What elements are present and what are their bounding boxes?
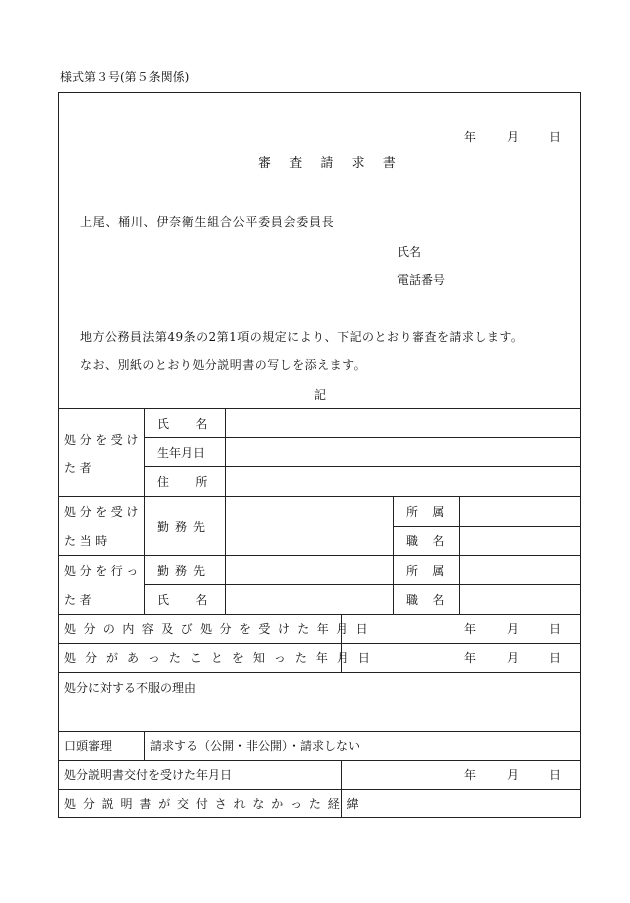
row-line — [58, 496, 581, 497]
row-known-label: 処分があったことを知った年月日 — [64, 651, 379, 665]
recipient-header-l2: た者 — [64, 461, 96, 475]
row-line — [58, 614, 581, 615]
actor-name-label: 氏名 — [157, 593, 234, 607]
table-top-line — [58, 408, 581, 409]
at-time-workplace-label: 勤務先 — [157, 520, 212, 534]
recipient-address-label: 住所 — [157, 475, 234, 489]
row-line — [58, 789, 581, 790]
form-frame — [58, 92, 581, 818]
at-time-position-label: 職名 — [406, 534, 459, 548]
row-content-month: 月 — [507, 622, 520, 636]
row-line — [58, 672, 581, 673]
row-known-day: 日 — [549, 651, 562, 665]
notice-month: 月 — [507, 768, 520, 782]
recipient-name-label: 氏名 — [157, 417, 234, 431]
row-line — [144, 584, 581, 585]
at-time-dept-label: 所属 — [406, 505, 459, 519]
actor-workplace-label: 勤務先 — [157, 564, 212, 578]
row-known-month: 月 — [507, 651, 520, 665]
at-time-header-l2: た当時 — [64, 534, 111, 548]
form-title: 審査請求書 — [258, 156, 415, 171]
recipient-dob-label: 生年月日 — [157, 446, 206, 460]
applicant-phone-label: 電話番号 — [397, 273, 446, 287]
row-line — [58, 643, 581, 644]
reason-label: 処分に対する不服の理由 — [64, 681, 197, 695]
actor-position-label: 職名 — [406, 593, 459, 607]
date-year: 年 — [464, 130, 477, 144]
notice-not-received-label: 処分説明書が交付されなかった経緯 — [64, 797, 366, 811]
date-day: 日 — [549, 130, 562, 144]
notice-year: 年 — [464, 768, 477, 782]
row-content-year: 年 — [464, 622, 477, 636]
addressee: 上尾、桶川、伊奈衛生組合公平委員会委員長 — [80, 215, 335, 229]
actor-header-l2: た者 — [64, 593, 96, 607]
row-line — [58, 731, 581, 732]
oral-label: 口頭審理 — [64, 739, 113, 753]
body-line-1: 地方公務員法第49条の2第1項の規定により、下記のとおり審査を請求します。 — [80, 330, 524, 344]
row-line — [144, 437, 581, 438]
col-line — [393, 496, 394, 614]
col-line — [144, 408, 145, 614]
row-line — [393, 526, 581, 527]
col-line — [144, 731, 145, 760]
actor-dept-label: 所属 — [406, 564, 459, 578]
row-content-label: 処分の内容及び処分を受けた年月日 — [64, 622, 376, 636]
row-line — [144, 466, 581, 467]
actor-header-l1: 処分を行っ — [64, 564, 143, 578]
applicant-name-label: 氏名 — [397, 245, 422, 259]
row-known-year: 年 — [464, 651, 477, 665]
row-content-day: 日 — [549, 622, 562, 636]
notice-day: 日 — [549, 768, 562, 782]
col-line — [225, 408, 226, 614]
row-line — [58, 760, 581, 761]
notice-received-label: 処分説明書交付を受けた年月日 — [64, 768, 233, 782]
at-time-header-l1: 処分を受け — [64, 505, 143, 519]
body-line-2: なお、別紙のとおり処分説明書の写しを添えます。 — [80, 358, 367, 372]
col-line — [459, 496, 460, 614]
recipient-header-l1: 処分を受け — [64, 433, 143, 447]
oral-value: 請求する（公開・非公開）・請求しない — [150, 739, 361, 753]
ki-label: 記 — [314, 388, 327, 402]
date-month: 月 — [507, 130, 520, 144]
row-line — [58, 555, 581, 556]
form-number: 様式第３号(第５条関係) — [60, 70, 190, 84]
